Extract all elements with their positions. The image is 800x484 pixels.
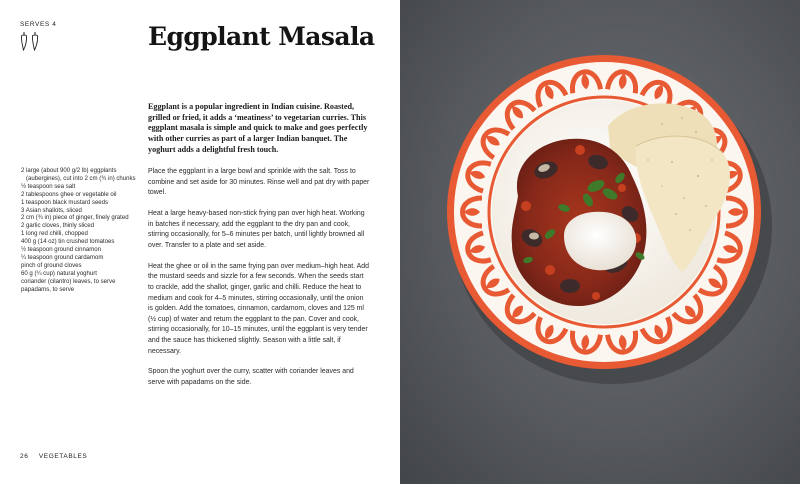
ingredient-item: 60 g (¼ cup) natural yoghurt xyxy=(21,270,97,277)
method-step: Heat the ghee or oil in the same frying pan over medium–high heat. Add the mustard seeds and sizzle for a few seconds. When the seeds start to crackle, add the shallot, ginger, garlic and chilli. Reduce the heat to medium and cook for 4–5 minutes, stirring occasionally, until the onion is golden. Add the tomatoes, cinnamon, cardamom, cloves and 125 ml (½ cup) of water and return the eggplant to the pan. Cover and cook, stirring occasionally, for 10–15 minutes, until the eggplant is very tender and the sauce has thickened slightly. Season with a little salt, if necessary. xyxy=(148,262,369,355)
section-label: VEGETABLES xyxy=(38,453,88,460)
ingredient-item: ¼ teaspoon ground cardamom xyxy=(21,254,104,261)
method-step: Place the eggplant in a large bowl and sprinkle with the salt. Toss to combine and set aside for 30 minutes. Rinse well and pat dry with paper towel. xyxy=(148,168,370,197)
ingredient-item: 1 long red chilli, chopped xyxy=(21,231,88,238)
ingredient-item: pinch of ground cloves xyxy=(21,262,82,269)
ingredient-item: coriander (cilantro) leaves, to serve xyxy=(21,278,116,285)
ingredient-item: 2 cm (¾ in) piece of ginger, finely grated xyxy=(21,215,129,222)
ingredient-item: 2 large (about 900 g/2 lb) eggplants (aubergines), cut into 2 cm (¾ in) chunks xyxy=(21,168,136,182)
page-footer xyxy=(20,453,87,460)
ingredients-list xyxy=(21,168,139,295)
ingredient-item: papadams, to serve xyxy=(21,286,75,293)
food-photo-illustration xyxy=(400,0,800,484)
ingredient-item: 2 tablespoons ghee or vegetable oil xyxy=(21,191,117,198)
ingredient-item: ½ teaspoon sea salt xyxy=(21,183,76,190)
chilli-icon xyxy=(20,31,28,51)
recipe-title: Eggplant Masala xyxy=(148,22,375,51)
serves-label: SERVES 4 xyxy=(20,21,57,28)
page-number: 26 xyxy=(20,453,29,460)
chilli-icon xyxy=(31,31,39,51)
recipe-intro: Eggplant is a popular ingredient in Indian cuisine. Roasted, grilled or fried, it adds a ‘meatiness’ to vegetarian curries. This eggplant masala is simple and quick to make and goes perfectly with other curries as part of a larger Indian banquet. The yoghurt adds a delightful fresh touch. xyxy=(148,102,368,154)
method-steps xyxy=(148,167,370,399)
ingredient-item: ½ teaspoon ground cinnamon xyxy=(21,247,102,254)
method-step: Heat a large heavy-based non-stick frying pan over high heat. Working in batches if necessary, add the eggplant to the dry pan and cook, stirring occasionally, for 5–6 minutes per batch, until lightly browned all over. Transfer to a plate and set aside. xyxy=(148,210,365,249)
food-photo xyxy=(400,0,800,484)
ingredient-item: 400 g (14 oz) tin crushed tomatoes xyxy=(21,239,115,246)
ingredient-item: 2 garlic cloves, thinly sliced xyxy=(21,223,94,230)
method-step: Spoon the yoghurt over the curry, scatter with coriander leaves and serve with papadams on the side. xyxy=(148,368,354,386)
ingredient-item: 3 Asian shallots, sliced xyxy=(21,207,82,214)
ingredient-item: 1 teaspoon black mustard seeds xyxy=(21,199,109,206)
heat-rating xyxy=(20,31,39,51)
